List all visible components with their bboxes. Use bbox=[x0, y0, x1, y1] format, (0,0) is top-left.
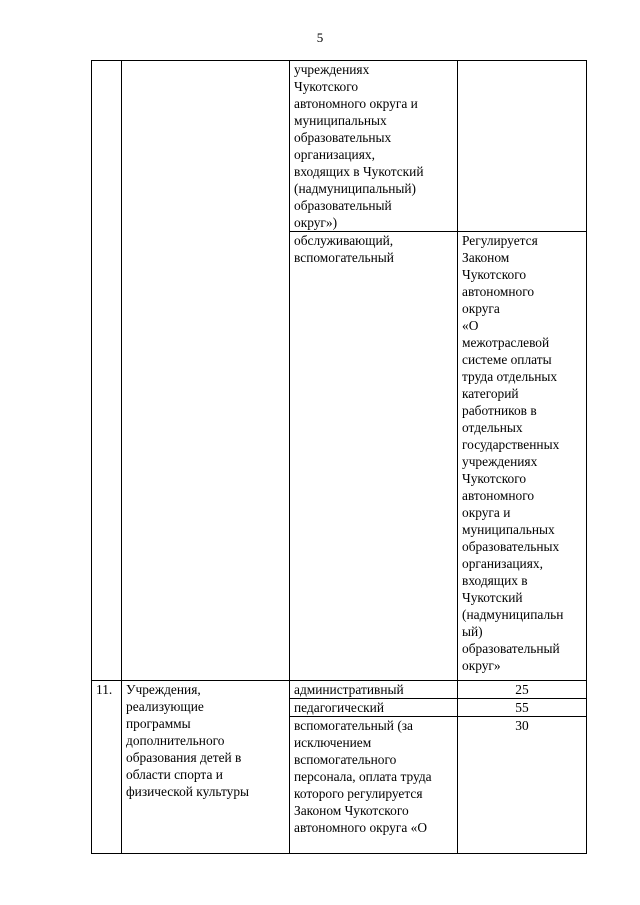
value-cell-auxiliary bbox=[458, 717, 587, 854]
institution-cell-11 bbox=[122, 681, 290, 854]
row-number-text-11: 11. bbox=[96, 682, 113, 697]
institution-text-11: Учреждения, реализующие программы дополнительного образования детей в области спорта и физической культуры bbox=[126, 682, 250, 799]
category-cell-continuation bbox=[290, 61, 458, 232]
value-cell-administrative bbox=[458, 681, 587, 699]
row-number-cell-11 bbox=[92, 681, 122, 854]
category-text-pedagogical: педагогический bbox=[294, 700, 384, 715]
value-cell-service bbox=[458, 232, 587, 681]
value-text-auxiliary: 30 bbox=[515, 718, 529, 733]
category-text-administrative: административный bbox=[294, 682, 404, 697]
value-text-service: Регулируется Законом Чукотского автономного округа «О межотраслевой системе оплаты труда отдельных категорий работников в отдельных государственных учреждениях Чукотского автономного округа и муниципальных образовательных организациях, входящих в Чукотский (надмуниципальн ый) образовательный округ» bbox=[462, 233, 564, 673]
category-cell-service bbox=[290, 232, 458, 681]
page-number: 5 bbox=[316, 30, 324, 45]
value-cell-empty bbox=[458, 61, 587, 232]
category-cell-auxiliary bbox=[290, 717, 458, 854]
staff-category-table bbox=[91, 60, 587, 854]
value-text-pedagogical: 55 bbox=[515, 700, 529, 715]
category-text-auxiliary: вспомогательный (за исключением вспомогательного персонала, оплата труда которого регулируется Законом Чукотского автономного округа «О bbox=[294, 718, 432, 835]
institution-cell-empty bbox=[122, 61, 290, 681]
row-number-cell-empty bbox=[92, 61, 122, 681]
value-cell-pedagogical bbox=[458, 699, 587, 717]
category-cell-pedagogical bbox=[290, 699, 458, 717]
table-row-11-administrative bbox=[92, 681, 587, 699]
table-row-continuation bbox=[92, 61, 587, 232]
category-text-service: обслуживающий, вспомогательный bbox=[294, 233, 394, 265]
category-text-continuation: учреждениях Чукотского автономного округа и муниципальных образовательных организациях, входящих в Чукотский (надмуниципальный) образовательный округ») bbox=[294, 62, 424, 230]
category-cell-administrative bbox=[290, 681, 458, 699]
value-text-administrative: 25 bbox=[515, 682, 529, 697]
